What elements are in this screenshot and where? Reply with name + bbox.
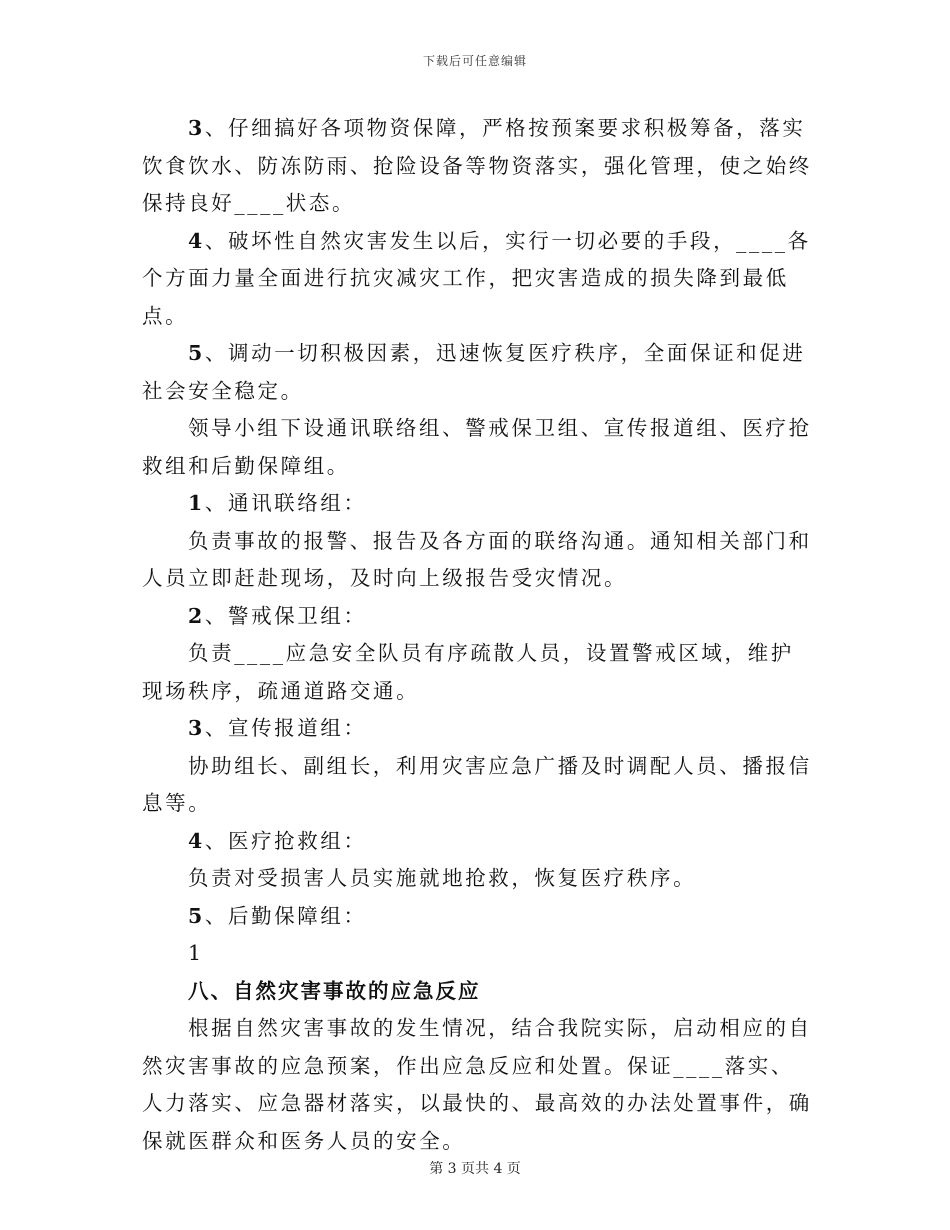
paragraph-logistics-number: 1 xyxy=(188,941,204,965)
heading-publicity-group: 3、宣传报道组： xyxy=(188,716,367,740)
paragraph-medical-duty: 负责对受损害人员实施就地抢救，恢复医疗秩序。 xyxy=(188,866,697,890)
heading-medical-group: 4、医疗抢救组： xyxy=(188,828,367,853)
heading-communication-group: 1、通讯联络组： xyxy=(188,491,367,515)
paragraph-item-3-supplies: 3、仔细搞好各项物资保障，严格按预案要求积极筹备，落实饮食饮水、防冻防雨、抢险设备等物资落实，强化管理，使之始终保持良好____状态。 xyxy=(142,116,812,215)
paragraph-publicity-duty: 协助组长、副组长，利用灾害应急广播及时调配人员、播报信息等。 xyxy=(142,753,812,815)
paragraph-item-4-response: 4、破坏性自然灾害发生以后，实行一切必要的手段，____各个方面力量全面进行抗灾减灾工作，把灾害造成的损失降到最低点。 xyxy=(142,228,811,328)
paragraph-emergency-response: 根据自然灾害事故的发生情况，结合我院实际，启动相应的自然灾害事故的应急预案，作出应急反应和处置。保证____落实、人力落实、应急器材落实，以最快的、最高效的办法处置事件，确保就医群众和医务人员的安全。 xyxy=(142,1016,812,1153)
paragraph-communication-duty: 负责事故的报警、报告及各方面的联络沟通。通知相关部门和人员立即赶赴现场，及时向上级报告受灾情况。 xyxy=(142,528,812,590)
paragraph-groups-intro: 领导小组下设通讯联络组、警戒保卫组、宣传报道组、医疗抢救组和后勤保障组。 xyxy=(142,416,812,478)
heading-logistics-group: 5、后勤保障组： xyxy=(188,903,367,928)
paragraph-security-duty: 负责____应急安全队员有序疏散人员，设置警戒区域，维护现场秩序，疏通道路交通。 xyxy=(142,641,794,703)
paragraph-item-5-order: 5、调动一切积极因素，迅速恢复医疗秩序，全面保证和促进社会安全稳定。 xyxy=(142,341,806,403)
section-heading-emergency-response: 八、自然灾害事故的应急反应 xyxy=(188,978,481,1003)
page-footer: 第 3 页共 4 页 xyxy=(429,1161,521,1177)
page-header: 下载后可任意编辑 xyxy=(422,54,527,68)
heading-security-group: 2、警戒保卫组： xyxy=(188,603,367,628)
document-body xyxy=(142,110,812,1160)
